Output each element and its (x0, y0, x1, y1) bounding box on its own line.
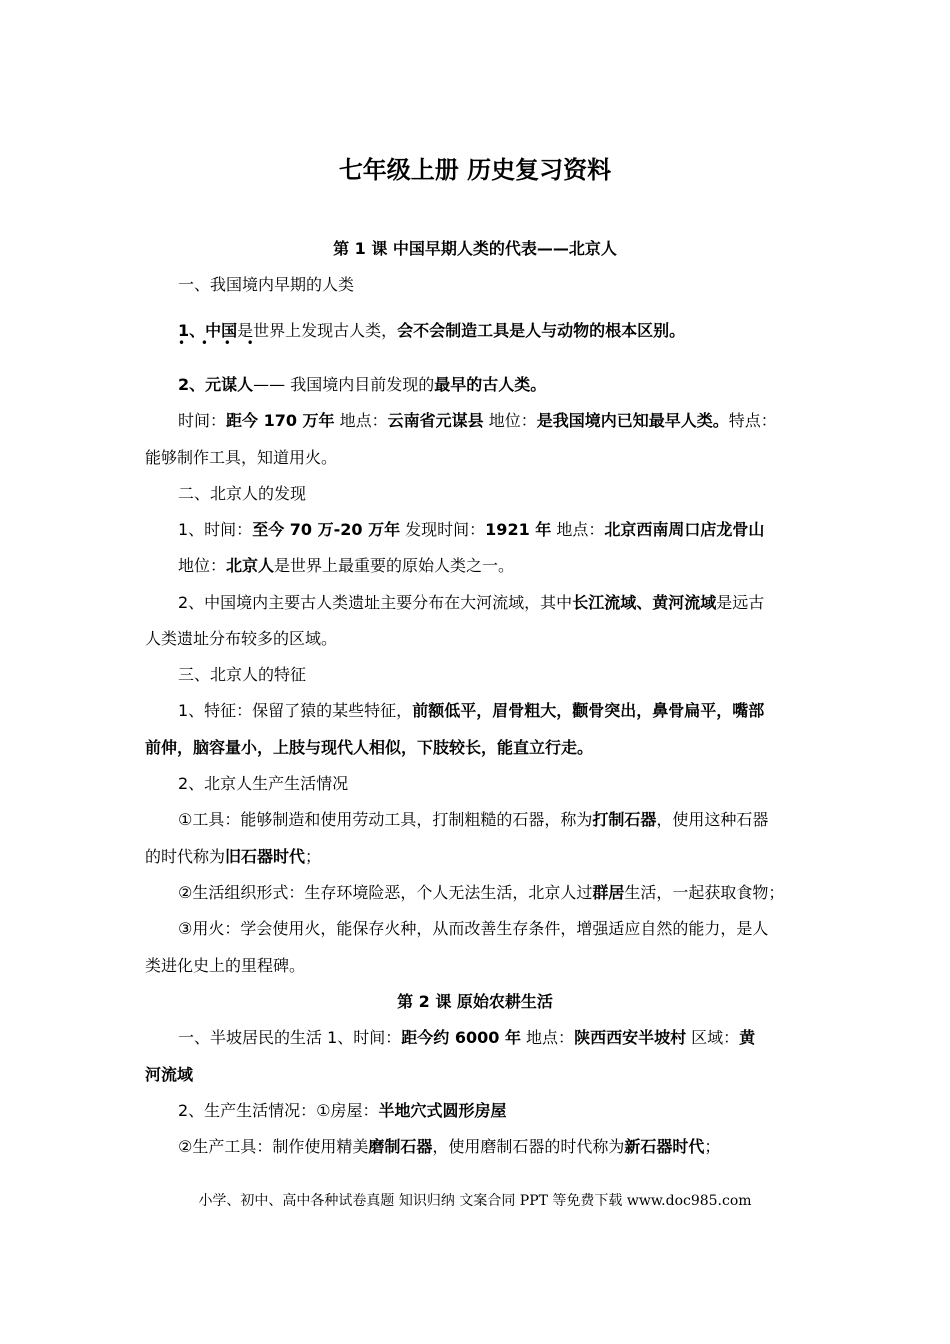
value: 磨制石器 (368, 1137, 433, 1156)
text: 是世界上发现古人类， (237, 321, 398, 340)
text: 是远古 (716, 593, 765, 612)
text: 是世界上最重要的原始人类之一。 (274, 556, 515, 575)
key-point: 会不会制造工具是人与动物的根本区别。 (397, 321, 686, 340)
value: 群居 (592, 883, 625, 902)
text: ，使用磨制石器的时代称为 (432, 1137, 625, 1156)
page-title: 七年级上册 历史复习资料 (338, 156, 612, 184)
value: 云南省元谋县 (387, 411, 484, 430)
emphasis-dots: • • • • (178, 336, 260, 350)
section-3-heading: 三、北京人的特征 (178, 665, 307, 684)
value: 黄 (739, 1028, 756, 1047)
paragraph-peking-status (178, 555, 514, 577)
text: ； (305, 847, 322, 866)
key-point: 最早的古人类。 (434, 375, 547, 394)
label: 区域： (686, 1028, 740, 1047)
text: ②生产工具：制作使用精美 (178, 1137, 369, 1156)
paragraph-tools (178, 809, 768, 831)
paragraph-housing (178, 1100, 507, 1122)
text: 的时代称为 (145, 847, 226, 866)
value: 旧石器时代 (225, 847, 306, 866)
text: ②生活组织形式：生存环境险恶，个人无法生活，北京人过 (178, 883, 593, 902)
term-china: 1、中国 (178, 321, 238, 340)
paragraph-continuation: 人类遗址分布较多的区域。 (145, 629, 338, 648)
text: 2、中国境内主要古人类遗址主要分布在大河流域，其中 (178, 593, 573, 612)
paragraph-continuation (145, 846, 321, 868)
paragraph-features (178, 700, 764, 722)
paragraph-yuanmou (178, 374, 546, 396)
label: 特点： (728, 411, 777, 430)
paragraph-continuation: 类进化史上的里程碑。 (145, 956, 306, 975)
text: 2、生产生活情况：①房屋： (178, 1101, 379, 1120)
text: 1、特征：保留了猿的某些特征， (178, 701, 413, 720)
text: 一、半坡居民的生活 1、时间： (178, 1028, 402, 1047)
paragraph-yuanmou-details (178, 410, 777, 432)
section-1-heading: 一、我国境内早期的人类 (178, 275, 355, 294)
value: 打制石器 (592, 810, 657, 829)
paragraph-continuation: 前伸，脑容量小，上肢与现代人相似，下肢较长，能直立行走。 (145, 738, 594, 757)
text: ，使用这种石器 (656, 810, 769, 829)
paragraph-peking-discovery (178, 519, 764, 541)
text: 生活，一起获取食物； (624, 883, 785, 902)
label: 地点： (520, 1028, 575, 1047)
section-2-heading: 二、北京人的发现 (178, 484, 307, 503)
lesson-2-heading: 第 2 课 原始农耕生活 (397, 992, 553, 1011)
value: 至今 70 万-20 万年 (252, 520, 401, 539)
value: 距今 170 万年 (226, 411, 335, 430)
value: 距今约 6000 年 (401, 1028, 521, 1047)
value: 半地穴式圆形房屋 (378, 1101, 507, 1120)
value: 北京人 (226, 556, 275, 575)
paragraph-fire: ③用火：学会使用火，能保存火种，从而改善生存条件，增强适应自然的能力，是人 (178, 919, 769, 938)
paragraph-sites (178, 592, 764, 614)
paragraph-banpo (178, 1027, 755, 1049)
value: 是我国境内已知最早人类。 (536, 411, 729, 430)
label: 地点： (551, 520, 605, 539)
text: ①工具：能够制造和使用劳动工具，打制粗糙的石器，称为 (178, 810, 593, 829)
lesson-1-heading: 第 1 课 中国早期人类的代表——北京人 (333, 239, 617, 258)
label: 地点： (334, 411, 388, 430)
paragraph-social (178, 882, 784, 904)
label: 1、时间： (178, 520, 253, 539)
value: 新石器时代 (624, 1137, 705, 1156)
value: 陕西西安半坡村 (574, 1028, 687, 1047)
value: 前额低平，眉骨粗大，颧骨突出，鼻骨扁平，嘴部 (412, 701, 765, 720)
label: 发现时间： (400, 520, 486, 539)
label: 时间： (178, 411, 227, 430)
paragraph-continuation: 能够制作工具，知道用火。 (145, 448, 338, 467)
text: —— 我国境内目前发现的 (253, 375, 435, 394)
paragraph-continuation: 河流域 (145, 1065, 194, 1084)
page-footer: 小学、初中、高中各种试卷真题 知识归纳 文案合同 PPT 等免费下载 www.doc985.com (198, 1193, 752, 1209)
value: 1921 年 (485, 520, 552, 539)
text: ； (704, 1137, 721, 1156)
label: 地位： (483, 411, 537, 430)
term-yuanmou: 2、元谋人 (178, 375, 254, 394)
paragraph-production-tools (178, 1136, 720, 1158)
value: 长江流域、黄河流域 (572, 593, 717, 612)
value: 北京西南周口店龙骨山 (604, 520, 765, 539)
label: 地位： (178, 556, 227, 575)
subsection-heading: 2、北京人生产生活情况 (178, 774, 349, 793)
